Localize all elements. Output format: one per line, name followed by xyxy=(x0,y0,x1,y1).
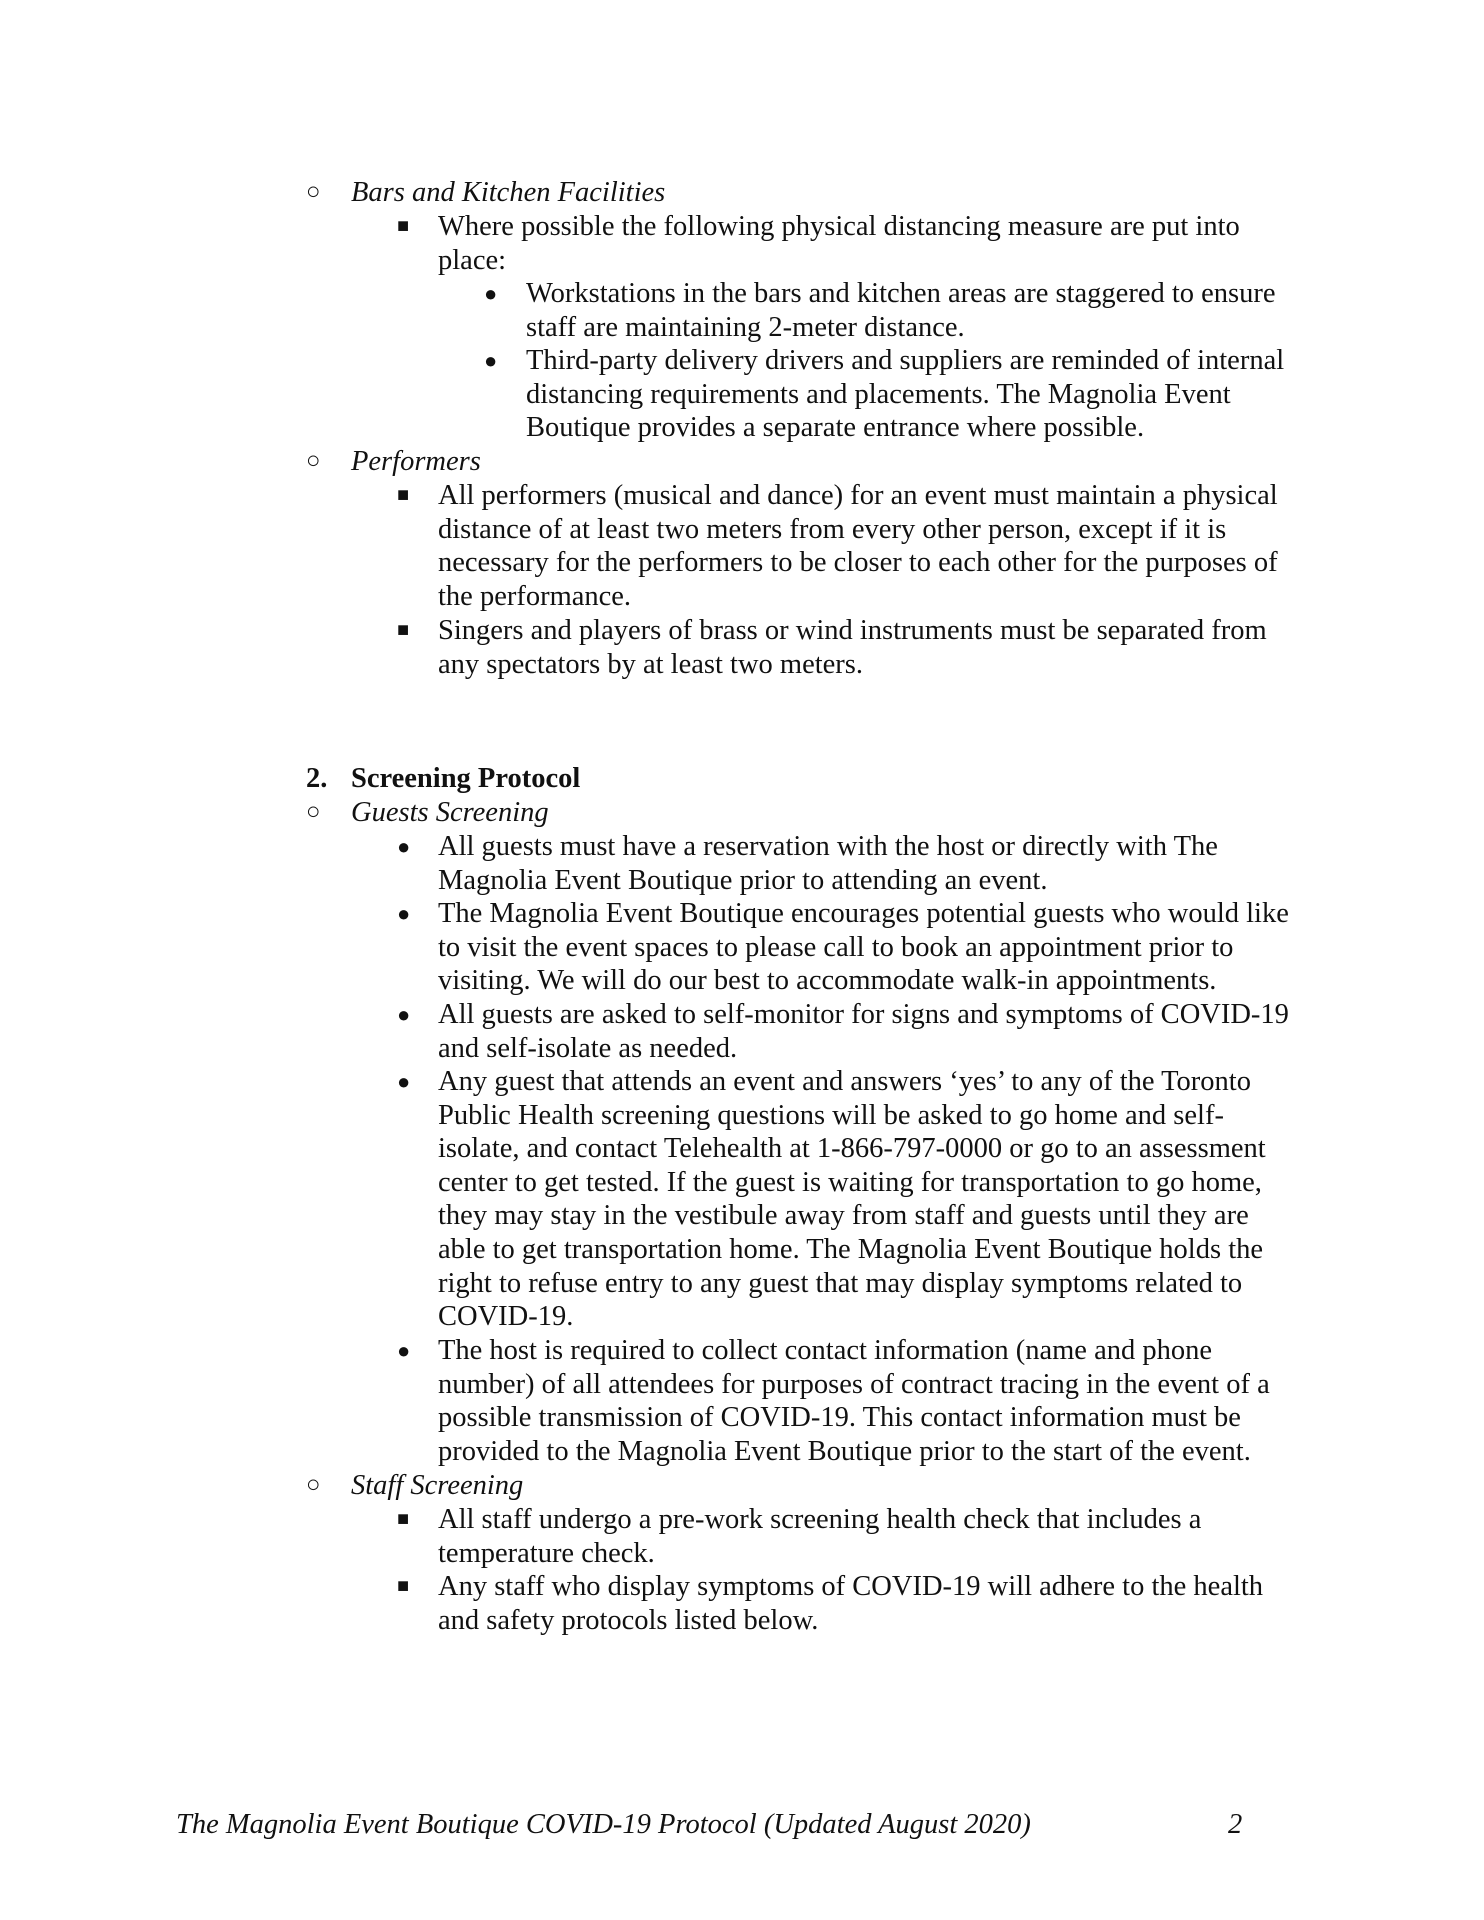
square-bullet-icon: ■ xyxy=(397,1575,410,1597)
circle-bullet-icon: ○ xyxy=(306,179,321,205)
guests-item-appointments: The Magnolia Event Boutique encourages potential guests who would like to visit the event spaces to please call to book an appointment prior to visiting. We will do our best to accommodate walk-in appointments. xyxy=(438,898,1289,997)
guests-screening-heading: Guests Screening xyxy=(351,797,549,828)
guests-item-reservation: All guests must have a reservation with the host or directly with The Magnolia Event Boutique prior to attending an event. xyxy=(438,831,1218,896)
guests-item-contact-tracing: The host is required to collect contact information (name and phone number) of all attendees for purposes of contract tracing in the event of a possible transmission of COVID-19. This contact information must be provided to the Magnolia Event Boutique prior to the start of the event. xyxy=(438,1335,1270,1467)
circle-bullet-icon: ○ xyxy=(306,799,321,825)
performers-distance-item: All performers (musical and dance) for an event must maintain a physical distance of at least two meters from every other person, except if it is necessary for the performers to be closer to each other for the purposes of the performance. xyxy=(438,480,1278,612)
staff-item-health-check: All staff undergo a pre-work screening health check that includes a temperature check. xyxy=(438,1504,1202,1569)
circle-bullet-icon: ○ xyxy=(306,1472,321,1498)
staff-screening-heading: Staff Screening xyxy=(351,1470,524,1501)
performers-heading: Performers xyxy=(351,446,481,477)
dot-bullet-icon: ● xyxy=(397,1002,411,1027)
square-bullet-icon: ■ xyxy=(397,619,410,641)
square-bullet-icon: ■ xyxy=(397,215,410,237)
screening-section-title: Screening Protocol xyxy=(351,763,581,794)
workstations-item: Workstations in the bars and kitchen areas are staggered to ensure staff are maintaining 2-meter distance. xyxy=(526,278,1276,343)
bars-kitchen-heading: Bars and Kitchen Facilities xyxy=(351,177,666,208)
footer-text: The Magnolia Event Boutique COVID-19 Protocol (Updated August 2020) xyxy=(176,1809,1031,1840)
bars-distancing-item: Where possible the following physical distancing measure are put into place: xyxy=(438,211,1240,276)
circle-bullet-icon: ○ xyxy=(306,448,321,474)
guests-item-self-monitor: All guests are asked to self-monitor for signs and symptoms of COVID-19 and self-isolate as needed. xyxy=(438,999,1289,1064)
dot-bullet-icon: ● xyxy=(397,1338,411,1363)
square-bullet-icon: ■ xyxy=(397,1508,410,1530)
delivery-drivers-item: Third-party delivery drivers and suppliers are reminded of internal distancing requirements and placements. The Magnolia Event Boutique provides a separate entrance where possible. xyxy=(526,345,1285,444)
dot-bullet-icon: ● xyxy=(397,834,411,859)
dot-bullet-icon: ● xyxy=(397,901,411,926)
staff-item-symptoms: Any staff who display symptoms of COVID-19 will adhere to the health and safety protocols listed below. xyxy=(438,1571,1264,1636)
screening-section-number: 2. xyxy=(306,763,328,794)
dot-bullet-icon: ● xyxy=(397,1069,411,1094)
square-bullet-icon: ■ xyxy=(397,484,410,506)
dot-bullet-icon: ● xyxy=(484,281,498,306)
page-number: 2 xyxy=(1228,1809,1243,1840)
guests-item-screening-questions: Any guest that attends an event and answers ‘yes’ to any of the Toronto Public Health screening questions will be asked to go home and self- isolate, and contact Telehealth at 1-866-797-0000 or go to an assessment center to get tested. If the guest is waiting for transportation to go home, they may stay in the vestibule away from staff and guests until they are able to get transportation home. The Magnolia Event Boutique holds the right to refuse entry to any guest that may display symptoms related to COVID-19. xyxy=(438,1066,1266,1333)
dot-bullet-icon: ● xyxy=(484,348,498,373)
singers-item: Singers and players of brass or wind instruments must be separated from any spectators by at least two meters. xyxy=(438,615,1267,680)
